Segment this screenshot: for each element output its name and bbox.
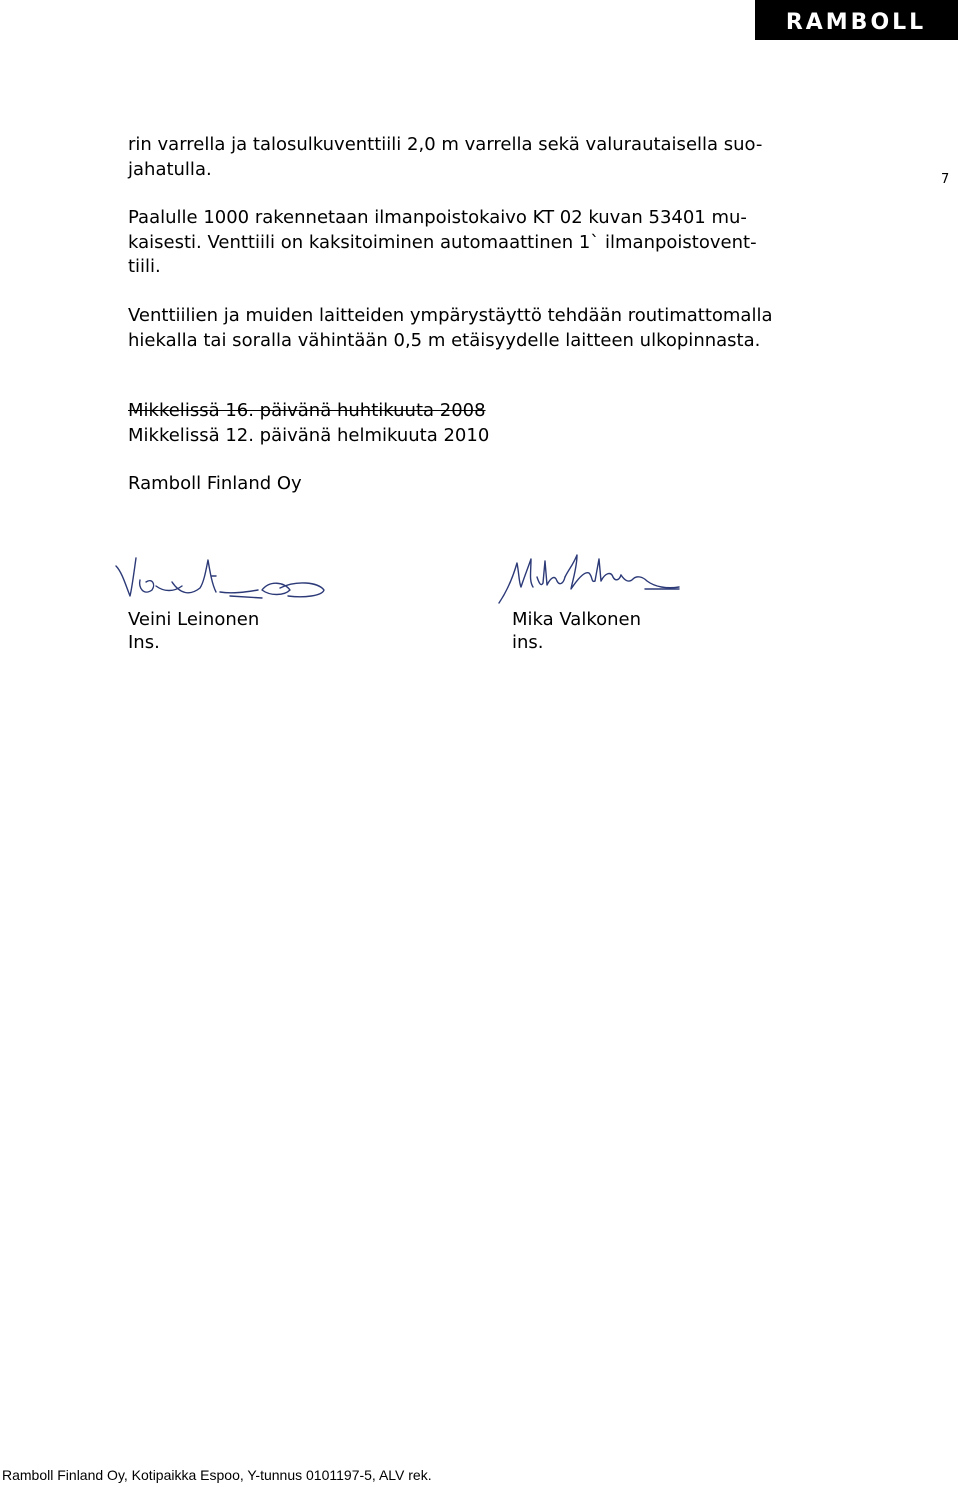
signer-title: ins. bbox=[512, 632, 544, 653]
paragraph-2 bbox=[128, 206, 848, 280]
paragraph-line: Venttiilien ja muiden laitteiden ympärystäyttö tehdään routimattomalla bbox=[128, 305, 773, 326]
paragraph-line: jahatulla. bbox=[128, 158, 212, 180]
handwritten-signature-graphic bbox=[112, 552, 332, 612]
paragraph-3 bbox=[128, 304, 848, 353]
signer-title: Ins. bbox=[128, 632, 160, 653]
date-line bbox=[128, 424, 848, 449]
paragraph-line: Paalulle 1000 rakennetaan ilmanpoistokaivo KT 02 kuvan 53401 mu- bbox=[128, 207, 747, 228]
signer-name: Mika Valkonen bbox=[512, 609, 642, 630]
paragraph-line: hiekalla tai soralla vähintään 0,5 m etäisyydelle laitteen ulkopinnasta. bbox=[128, 329, 761, 351]
paragraph-line: tiili. bbox=[128, 256, 161, 277]
date-text: Mikkelissä 12. päivänä helmikuuta 2010 bbox=[128, 425, 490, 446]
struck-date-text: Mikkelissä 16. päivänä huhtikuuta 2008 bbox=[128, 400, 486, 421]
company-logo bbox=[755, 0, 958, 40]
signature-left bbox=[112, 552, 332, 616]
paragraph-line: rin varrella ja talosulkuventtiili 2,0 m varrella sekä valurautaisella suo- bbox=[128, 134, 763, 155]
company-name bbox=[128, 472, 848, 497]
page-footer: Ramboll Finland Oy, Kotipaikka Espoo, Y-tunnus 0101197-5, ALV rek. bbox=[2, 1467, 432, 1483]
page-number: 7 bbox=[941, 172, 950, 187]
signer-name: Veini Leinonen bbox=[128, 609, 260, 630]
logo-text: RAMBOLL bbox=[785, 10, 927, 35]
signature-right bbox=[495, 547, 685, 611]
paragraph-1 bbox=[128, 133, 848, 182]
signer-left bbox=[128, 608, 259, 654]
company-name-text: Ramboll Finland Oy bbox=[128, 473, 302, 494]
ramboll-logo-graphic bbox=[755, 0, 958, 40]
paragraph-line: kaisesti. Venttiili on kaksitoiminen automaattinen 1` ilmanpoistovent- bbox=[128, 231, 757, 253]
struck-date-line bbox=[128, 399, 848, 424]
signer-right bbox=[512, 608, 641, 654]
handwritten-signature-graphic bbox=[495, 547, 685, 607]
